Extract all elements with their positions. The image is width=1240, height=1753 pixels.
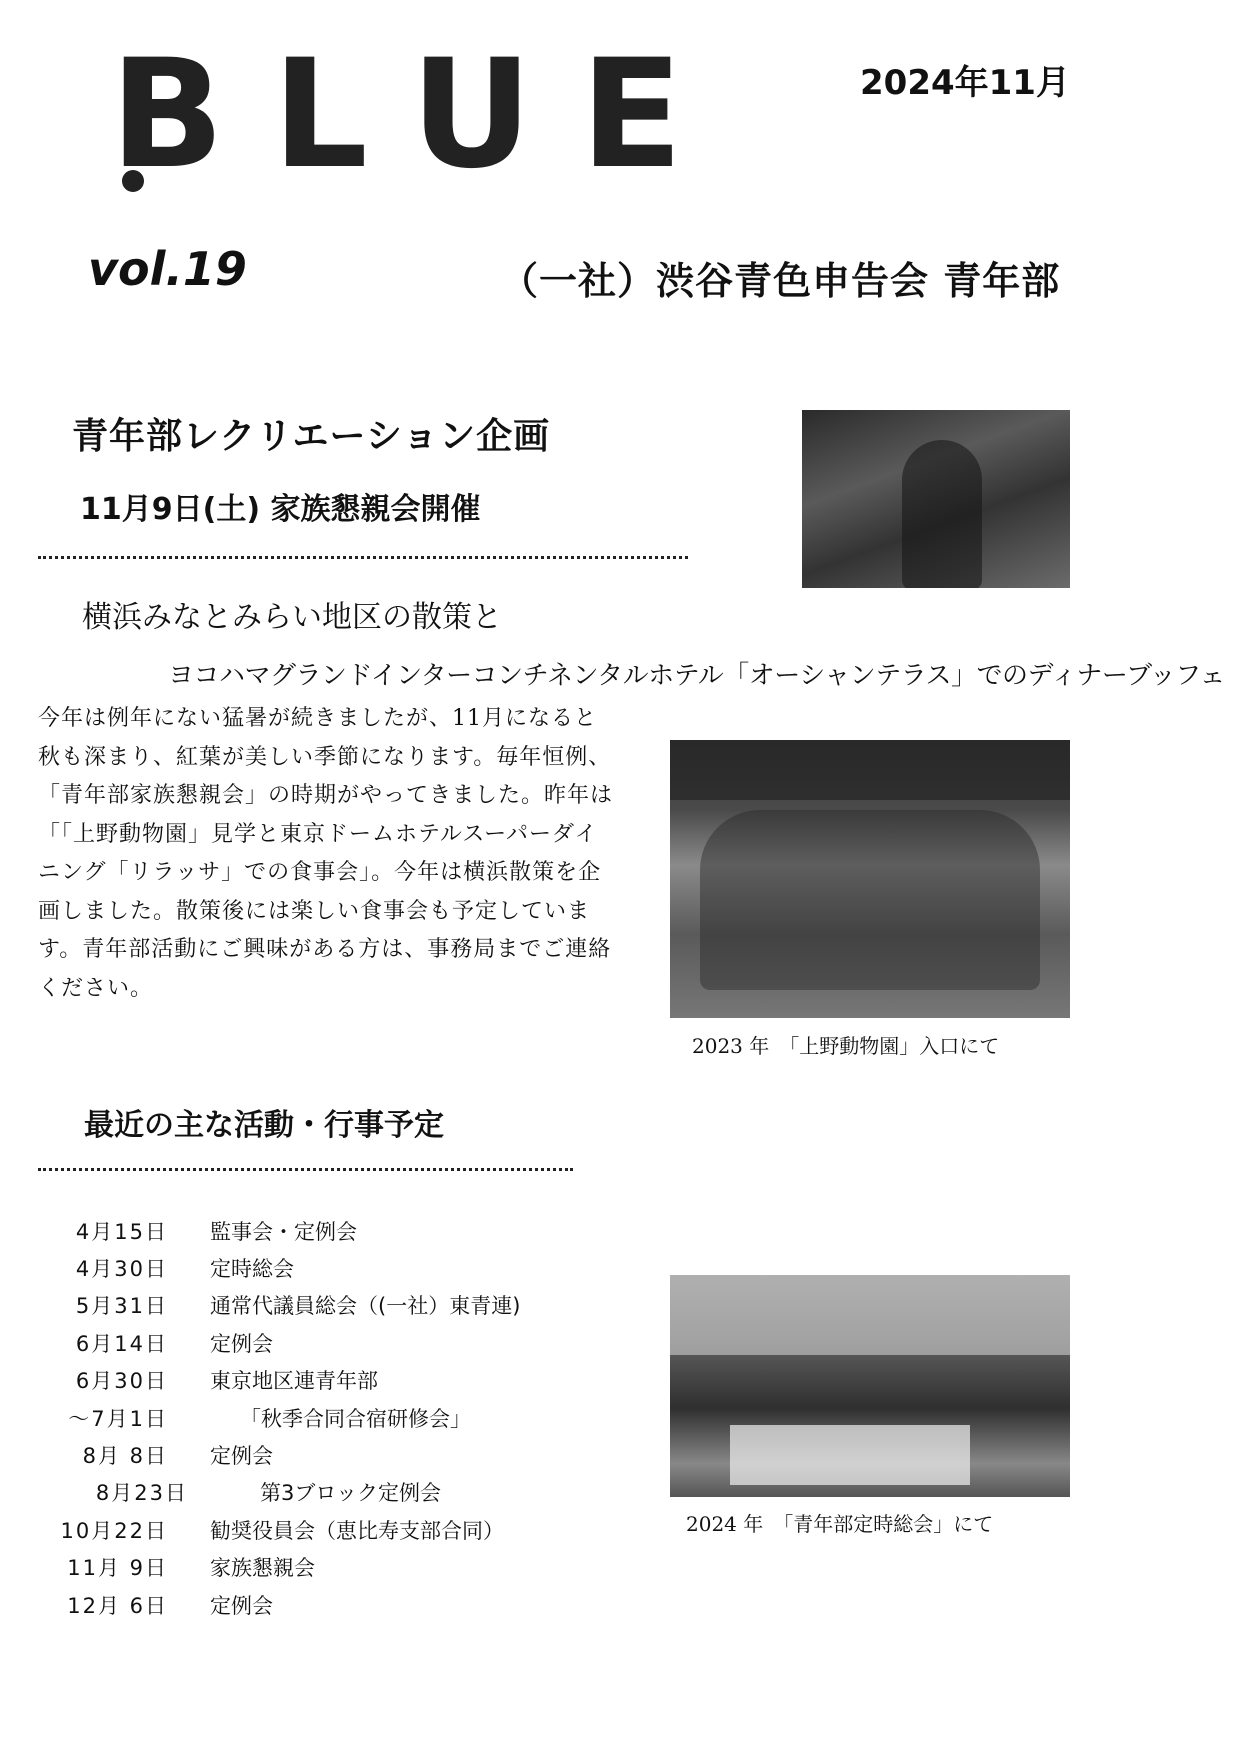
schedule-date: 11月 9日 [67, 1556, 168, 1581]
feature-lead-line2: ヨコハマグランドインターコンチネンタルホテル「オーシャンテラス」でのディナーブッフェ [168, 661, 1225, 691]
room-wall [670, 1275, 1070, 1355]
schedule-row [40, 1362, 600, 1399]
schedule-date: 6月14日 [75, 1331, 168, 1356]
schedule-event: 東京地区連青年部 [210, 1369, 378, 1394]
feature-subheading: 11月9日(土) 家族懇親会開催 [80, 492, 481, 527]
feature-body-text: 今年は例年にない猛暑が続きましたが、11月になると秋も深まり、紅葉が美しい季節になります。毎年恒例、「青年部家族懇親会」の時期がやってきました。昨年は「「上野動物園」見学と東京ドームホテルスーパーダイニング「リラッサ」での食事会」。今年は横浜散策を企画しました。散策後には楽しい食事会も予定しています。青年部活動にご興味がある方は、事務局までご連絡ください。 [38, 706, 614, 1001]
bird-silhouette [902, 440, 982, 588]
feature-lead-line1: 横浜みなとみらい地区の散策と [82, 600, 502, 635]
schedule-list [40, 1212, 600, 1623]
dotted-divider [38, 1168, 573, 1171]
meeting-photo [670, 1275, 1070, 1497]
schedule-date: 6月30日 [75, 1369, 168, 1394]
schedule-event: 定例会 [210, 1593, 273, 1618]
zoo-gate-banner [670, 740, 1070, 800]
schedule-date: 5月31日 [75, 1294, 168, 1319]
schedule-row [40, 1287, 600, 1324]
publisher-name: （一社）渋谷青色申告会 青年部 [500, 259, 1061, 303]
schedule-event: 勧奨役員会（恵比寿支部合同） [210, 1518, 504, 1543]
schedule-event: 「秋季合同合宿研修会」 [240, 1406, 471, 1431]
schedule-row [40, 1511, 600, 1548]
photo-caption-2024: 2024 年 「青年部定時総会」にて [686, 1512, 994, 1536]
schedule-row [40, 1399, 600, 1436]
schedule-row [40, 1586, 600, 1623]
schedule-date: ～7月1日 [68, 1406, 168, 1431]
volume-number: vol.19 [88, 242, 247, 296]
schedule-event: 定時総会 [210, 1257, 294, 1282]
schedule-event: 監事会・定例会 [210, 1219, 357, 1244]
photo-caption-2023: 2023 年 「上野動物園」入口にて [692, 1034, 1000, 1058]
group-silhouette [700, 810, 1040, 990]
schedule-event: 家族懇親会 [210, 1556, 315, 1581]
schedule-event: 第3ブロック定例会 [260, 1481, 441, 1506]
schedule-event: 定例会 [210, 1444, 273, 1469]
dotted-divider [38, 556, 688, 559]
schedule-heading: 最近の主な活動・行事予定 [84, 1108, 444, 1143]
schedule-date: 4月30日 [75, 1257, 168, 1282]
schedule-event: 定例会 [210, 1331, 273, 1356]
schedule-event: 通常代議員総会（(一社）東青連) [210, 1294, 521, 1319]
schedule-date: 8月23日 [95, 1481, 188, 1506]
schedule-row [40, 1474, 600, 1511]
schedule-date: 10月22日 [60, 1518, 168, 1543]
issue-date: 2024年11月 [860, 63, 1070, 103]
schedule-row [40, 1324, 600, 1361]
schedule-row [40, 1249, 600, 1286]
group-photo-ueno-zoo [670, 740, 1070, 1018]
shoebill-photo [802, 410, 1070, 588]
schedule-date: 4月15日 [75, 1219, 168, 1244]
schedule-row [40, 1549, 600, 1586]
schedule-row [40, 1212, 600, 1249]
schedule-row [40, 1436, 600, 1473]
meeting-table [730, 1425, 970, 1485]
feature-heading: 青年部レクリエーション企画 [72, 416, 551, 457]
newsletter-title: BLUE [110, 28, 731, 202]
schedule-date: 8月 8日 [82, 1444, 168, 1469]
schedule-date: 12月 6日 [67, 1593, 168, 1618]
